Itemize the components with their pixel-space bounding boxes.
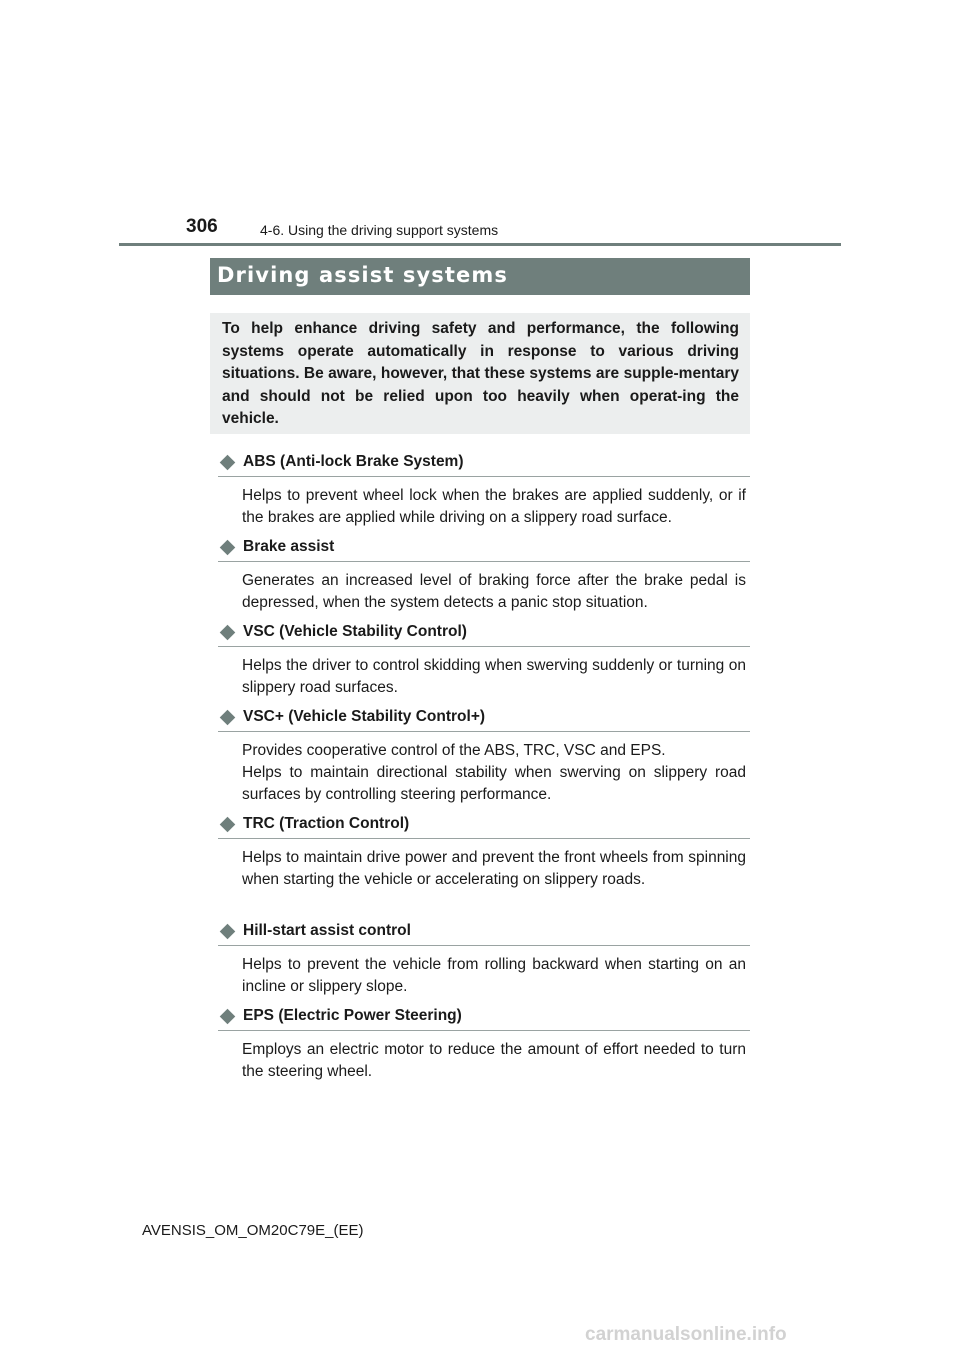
- section-hill-start: [218, 919, 750, 998]
- section-title: ABS (Anti-lock Brake System): [243, 453, 464, 470]
- section-body: [242, 1039, 746, 1083]
- diamond-icon: [220, 539, 236, 555]
- breadcrumb: 4-6. Using the driving support systems: [260, 222, 499, 238]
- section-paragraph: Employs an electric motor to reduce the amount of effort needed to turn the steering wheel.: [242, 1041, 746, 1080]
- section-body: [242, 740, 746, 806]
- intro-text: To help enhance driving safety and performance, the following systems operate automatically in response to various driving situations. Be aware, however, that these systems are supple-mentary and should not be relied upon too heavily when operat-ing the vehicle.: [222, 320, 739, 427]
- section-body: [242, 485, 746, 529]
- diamond-icon: [220, 1008, 236, 1024]
- section-paragraph: Helps to maintain drive power and prevent the front wheels from spinning when starting the vehicle or accelerating on slippery roads.: [242, 849, 746, 888]
- section-heading: [218, 705, 750, 732]
- section-heading: [218, 535, 750, 562]
- intro-box: [210, 313, 750, 434]
- section-title: VSC+ (Vehicle Stability Control+): [243, 708, 486, 725]
- section-paragraph: Helps to maintain directional stability when swerving on slippery road surfaces by controlling steering performance.: [242, 764, 746, 803]
- section-body: [242, 655, 746, 699]
- section-heading: [218, 450, 750, 477]
- section-paragraph: Generates an increased level of braking force after the brake pedal is depressed, when the system detects a panic stop situation.: [242, 572, 746, 611]
- page-title-bar: [210, 258, 750, 295]
- diamond-icon: [220, 816, 236, 832]
- section-vsc: [218, 620, 750, 699]
- diamond-icon: [220, 624, 236, 640]
- section-paragraph: Helps to prevent the vehicle from rolling backward when starting on an incline or slippery slope.: [242, 956, 746, 995]
- section-heading: [218, 1004, 750, 1031]
- diamond-icon: [220, 923, 236, 939]
- page-title: Driving assist systems: [217, 263, 508, 287]
- section-paragraph: Helps the driver to control skidding when swerving suddenly or turning on slippery road surfaces.: [242, 657, 746, 696]
- section-title: EPS (Electric Power Steering): [243, 1007, 462, 1024]
- section-trc: [218, 812, 750, 891]
- section-heading: [218, 620, 750, 647]
- footer-doc-code: AVENSIS_OM_OM20C79E_(EE): [142, 1222, 364, 1239]
- section-body: [242, 570, 746, 614]
- diamond-icon: [220, 454, 236, 470]
- section-title: TRC (Traction Control): [243, 815, 410, 832]
- section-body: [242, 954, 746, 998]
- section-vsc-plus: [218, 705, 750, 806]
- section-title: Hill-start assist control: [243, 922, 411, 939]
- page-number: 306: [186, 216, 218, 237]
- diamond-icon: [220, 709, 236, 725]
- watermark: carmanualsonline.info: [585, 1324, 787, 1345]
- section-heading: [218, 919, 750, 946]
- section-title: Brake assist: [243, 538, 335, 555]
- section-title: VSC (Vehicle Stability Control): [243, 623, 467, 640]
- header-divider: [119, 243, 841, 246]
- section-heading: [218, 812, 750, 839]
- section-abs: [218, 450, 750, 529]
- section-body: [242, 847, 746, 891]
- section-paragraph: Provides cooperative control of the ABS, TRC, VSC and EPS.: [242, 742, 666, 759]
- section-eps: [218, 1004, 750, 1083]
- section-brake-assist: [218, 535, 750, 614]
- section-paragraph: Helps to prevent wheel lock when the brakes are applied suddenly, or if the brakes are applied while driving on a slippery road surface.: [242, 487, 746, 526]
